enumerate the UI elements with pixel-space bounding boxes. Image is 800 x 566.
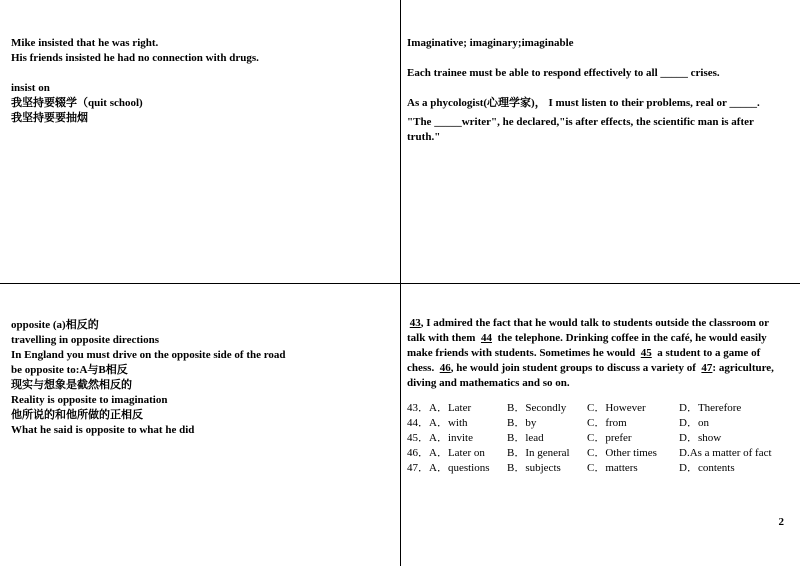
option-b: B．Secondly — [507, 402, 567, 414]
option-c: C．Other times — [587, 447, 657, 459]
text-line: be opposite to:A与B相反 — [11, 364, 128, 376]
panel-cloze — [407, 316, 785, 476]
option-c: C．prefer — [587, 432, 632, 444]
panel-insist — [11, 36, 391, 126]
option-d: D．contents — [679, 462, 735, 474]
options-row — [407, 446, 783, 461]
passage-text: the telephone. Drinking coffee in the café, he would easily make friends with students. Sometimes he would — [407, 332, 767, 359]
text-line: Mike insisted that he was right. — [11, 37, 159, 49]
text-line — [11, 66, 391, 81]
options-row — [407, 401, 783, 416]
option-d: D．Therefore — [679, 402, 742, 414]
cloze-passage — [407, 316, 785, 391]
text-line: 我坚持要要抽烟 — [11, 112, 88, 124]
passage-text: , he would join student groups to discuss a variety of — [450, 362, 696, 374]
option-c: C．matters — [587, 462, 638, 474]
text-line: opposite (a)相反的 — [11, 319, 99, 331]
text-line: 他所说的和他所做的正相反 — [11, 409, 143, 421]
text-line: Reality is opposite to imagination — [11, 394, 168, 406]
panel-imaginative — [407, 36, 787, 145]
blank-46: 46 — [439, 362, 451, 374]
text-line: travelling in opposite directions — [11, 334, 159, 346]
passage-text: : agriculture, diving and mathematics and so on. — [407, 362, 774, 389]
option-a: 46．A．Later on — [407, 447, 485, 459]
passage-text: a student to a game of chess. — [407, 347, 761, 374]
option-a: 43．A．Later — [407, 402, 472, 414]
example-sentence: "The _____writer", he declared,"is after effects, the scientific man is after truth." — [407, 116, 754, 143]
page-number: 2 — [778, 516, 784, 528]
option-c: C．However — [587, 402, 646, 414]
option-b: B．In general — [507, 447, 570, 459]
options-row — [407, 431, 783, 446]
blank-44: 44 — [480, 332, 492, 344]
option-b: B．by — [507, 417, 537, 429]
option-b: B．lead — [507, 432, 544, 444]
option-a: 44．A．with — [407, 417, 468, 429]
passage-text: , I admired the fact that he would talk to students outside the classroom or talk with them — [407, 317, 769, 344]
example-sentence: Each trainee must be able to respond effectively to all _____ crises. — [407, 67, 720, 79]
blank-47: 47 — [701, 362, 713, 374]
text-line: 现实与想象是截然相反的 — [11, 379, 132, 391]
options-row — [407, 416, 783, 431]
option-a: 47．A．questions — [407, 462, 490, 474]
text-line: What he said is opposite to what he did — [11, 424, 195, 436]
text-line: insist on — [11, 82, 50, 94]
option-d: D．on — [679, 417, 709, 429]
blank-45: 45 — [640, 347, 652, 359]
options-table — [407, 401, 783, 476]
text-line: In England you must drive on the opposite side of the road — [11, 349, 286, 361]
example-sentence: As a phycologist(心理学家)， I must listen to their problems, real or _____. — [407, 97, 760, 109]
horizontal-divider — [0, 283, 800, 284]
section-title: Imaginative; imaginary;imaginable — [407, 37, 574, 49]
option-b: B．subjects — [507, 462, 561, 474]
panel-opposite — [11, 318, 391, 438]
option-c: C．from — [587, 417, 627, 429]
text-line: His friends insisted he had no connection with drugs. — [11, 52, 259, 64]
text-line: 我坚持要辍学（quit school) — [11, 97, 143, 109]
blank-43: 43 — [409, 317, 421, 329]
option-a: 45．A．invite — [407, 432, 473, 444]
options-row — [407, 461, 783, 476]
option-d: D.As a matter of fact — [679, 447, 772, 459]
option-d: D．show — [679, 432, 722, 444]
